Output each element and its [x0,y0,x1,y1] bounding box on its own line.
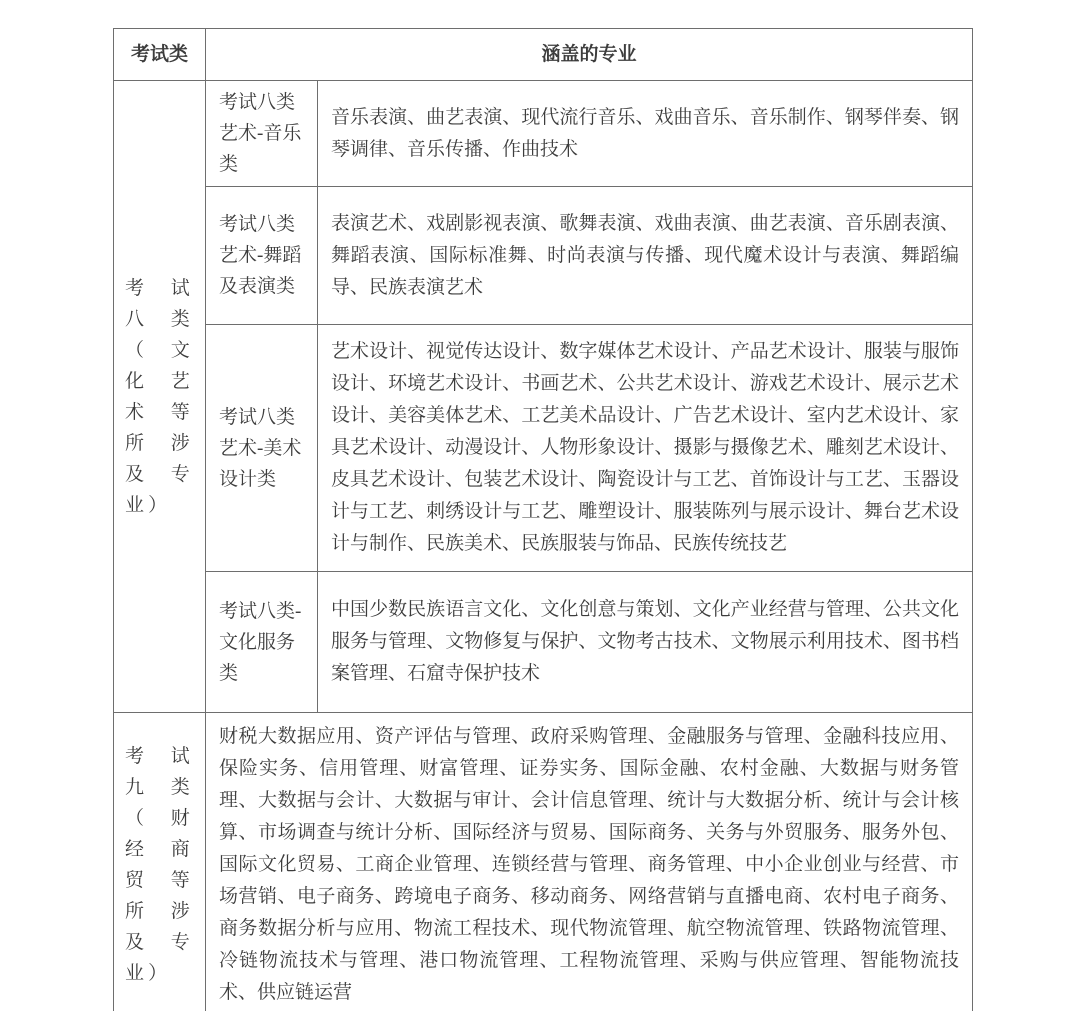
majors-music: 音乐表演、曲艺表演、现代流行音乐、戏曲音乐、音乐制作、钢琴伴奏、钢琴调律、音乐传播、作曲技术 [318,81,973,187]
table-row-dance [114,187,973,325]
group-label-exam-nine: 考试九类（财经商贸等所涉及专业） [114,713,206,1011]
table-row-music [114,81,973,187]
category-music: 考试八类艺术-音乐类 [206,81,318,187]
group-label-exam-eight: 考试八类（文化艺术等所涉及专业） [114,81,206,713]
table-row-culture-service [114,572,973,713]
header-exam-category: 考试类 [114,29,206,81]
majors-exam-nine: 财税大数据应用、资产评估与管理、政府采购管理、金融服务与管理、金融科技应用、保险实务、信用管理、财富管理、证券实务、国际金融、农村金融、大数据与财务管理、大数据与会计、大数据与审计、会计信息管理、统计与大数据分析、统计与会计核算、市场调查与统计分析、国际经济与贸易、国际商务、关务与外贸服务、服务外包、国际文化贸易、工商企业管理、连锁经营与管理、商务管理、中小企业创业与经营、市场营销、电子商务、跨境电子商务、移动商务、网络营销与直播电商、农村电子商务、商务数据分析与应用、物流工程技术、现代物流管理、航空物流管理、铁路物流管理、冷链物流技术与管理、港口物流管理、工程物流管理、采购与供应管理、智能物流技术、供应链运营 [206,713,973,1011]
category-culture-service: 考试八类-文化服务类 [206,572,318,713]
majors-art-design: 艺术设计、视觉传达设计、数字媒体艺术设计、产品艺术设计、服装与服饰设计、环境艺术设计、书画艺术、公共艺术设计、游戏艺术设计、展示艺术设计、美容美体艺术、工艺美术品设计、广告艺术设计、室内艺术设计、家具艺术设计、动漫设计、人物形象设计、摄影与摄像艺术、雕刻艺术设计、皮具艺术设计、包装艺术设计、陶瓷设计与工艺、首饰设计与工艺、玉器设计与工艺、刺绣设计与工艺、雕塑设计、服装陈列与展示设计、舞台艺术设计与制作、民族美术、民族服装与饰品、民族传统技艺 [318,325,973,572]
majors-culture-service: 中国少数民族语言文化、文化创意与策划、文化产业经营与管理、公共文化服务与管理、文物修复与保护、文物考古技术、文物展示利用技术、图书档案管理、石窟寺保护技术 [318,572,973,713]
header-covered-majors: 涵盖的专业 [206,29,973,81]
table-row-art-design [114,325,973,572]
header-row [114,29,973,81]
category-art-design: 考试八类艺术-美术设计类 [206,325,318,572]
majors-dance-performance: 表演艺术、戏剧影视表演、歌舞表演、戏曲表演、曲艺表演、音乐剧表演、舞蹈表演、国际标准舞、时尚表演与传播、现代魔术设计与表演、舞蹈编导、民族表演艺术 [318,187,973,325]
table-row-exam-nine [114,713,973,1011]
category-dance-performance: 考试八类艺术-舞蹈及表演类 [206,187,318,325]
exam-category-table [113,28,973,1011]
